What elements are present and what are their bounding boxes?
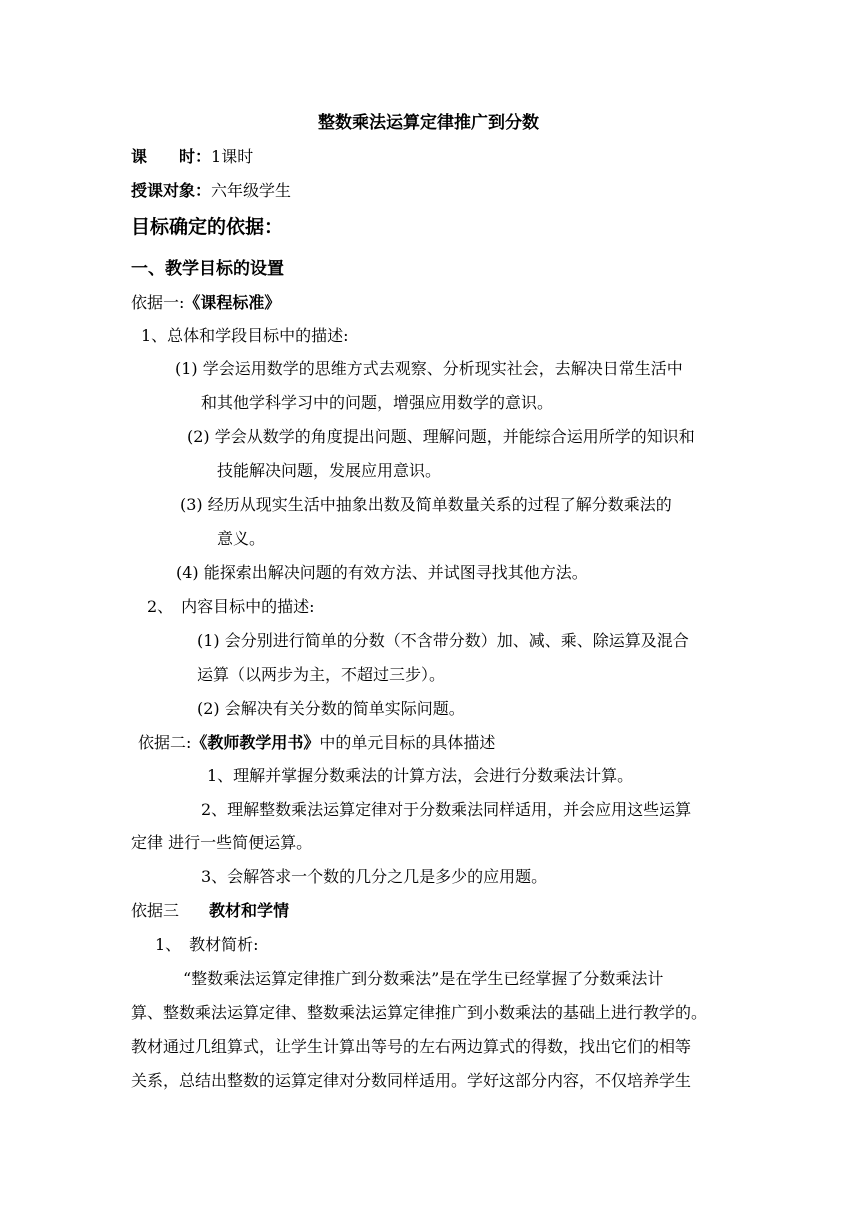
basis3-name: 教材和学情 — [209, 901, 290, 920]
basis1-item2-sub2-line1: (2) 会解决有关分数的简单实际问题。 — [197, 699, 465, 718]
basis2-name: 《教师教学用书》 — [191, 733, 320, 752]
basis1-item2-sub1-line1: (1) 会分别进行简单的分数（不含带分数）加、减、乘、除运算及混合 — [197, 631, 689, 650]
basis2-item1: 1、理解并掌握分数乘法的计算方法，会进行分数乘法计算。 — [207, 766, 634, 785]
basis1-item2: 2、 内容目标中的描述: — [147, 597, 315, 616]
basis1-item2-sub1-line2: 运算（以两步为主，不超过三步）。 — [197, 665, 446, 684]
basis2-item2-line2: 定律 进行一些简便运算。 — [131, 833, 313, 852]
basis3-paragraph-line3: 教材通过几组算式，让学生计算出等号的左右两边算式的得数，找出它们的相等 — [131, 1037, 692, 1056]
basis1-sub2-line1: (2) 学会从数学的角度提出问题、理解问题，并能综合运用所学的知识和 — [187, 427, 695, 446]
basis3-item1: 1、 教材简析: — [155, 935, 259, 954]
basis3-line — [131, 900, 289, 922]
basis1-line — [131, 292, 280, 314]
basis1-sub3-line2: 意义。 — [217, 529, 266, 548]
basis1-sub2-line2: 技能解决问题，发展应用意识。 — [217, 461, 442, 480]
class-hours-line — [131, 146, 253, 168]
basis2-line — [138, 732, 495, 754]
basis1-item1: 1、总体和学段目标中的描述: — [141, 326, 349, 345]
basis2-suffix: 中的单元目标的具体描述 — [319, 733, 496, 752]
class-hours-label: 课 时： — [131, 147, 212, 166]
basis3-prefix: 依据三 — [131, 901, 180, 920]
section1-heading: 一、教学目标的设置 — [131, 259, 284, 279]
basis1-sub1-line1: (1) 学会运用数学的思维方式去观察、分析现实社会，去解决日常生活中 — [175, 359, 683, 378]
document-title: 整数乘法运算定律推广到分数 — [318, 113, 539, 133]
basis2-item3: 3、会解答求一个数的几分之几是多少的应用题。 — [201, 867, 548, 886]
basis3-paragraph-line1: “整数乘法运算定律推广到分数乘法”是在学生已经掌握了分数乘法计 — [183, 969, 664, 988]
basis2-item2-line1: 2、理解整数乘法运算定律对于分数乘法同样适用，并会应用这些运算 — [201, 800, 692, 819]
class-hours-value: 1课时 — [211, 147, 254, 166]
basis1-prefix: 依据一: — [131, 293, 185, 312]
basis3-paragraph-line2: 算、整数乘法运算定律、整数乘法运算定律推广到小数乘法的基础上进行教学的。 — [131, 1003, 708, 1022]
audience-label: 授课对象： — [131, 181, 212, 200]
basis1-sub3-line1: (3) 经历从现实生活中抽象出数及简单数量关系的过程了解分数乘法的 — [180, 495, 672, 514]
audience-value: 六年级学生 — [211, 181, 292, 200]
basis1-name: 《课程标准》 — [184, 293, 281, 312]
audience-line — [131, 180, 291, 202]
basis1-sub1-line2: 和其他学科学习中的问题，增强应用数学的意识。 — [201, 393, 554, 412]
basis3-paragraph-line4: 关系，总结出整数的运算定律对分数同样适用。学好这部分内容，不仅培养学生 — [131, 1071, 692, 1090]
basis1-sub4-line1: (4) 能探索出解决问题的有效方法、并试图寻找其他方法。 — [176, 563, 588, 582]
basis2-prefix: 依据二: — [138, 733, 192, 752]
goal-basis-heading: 目标确定的依据： — [131, 216, 284, 238]
